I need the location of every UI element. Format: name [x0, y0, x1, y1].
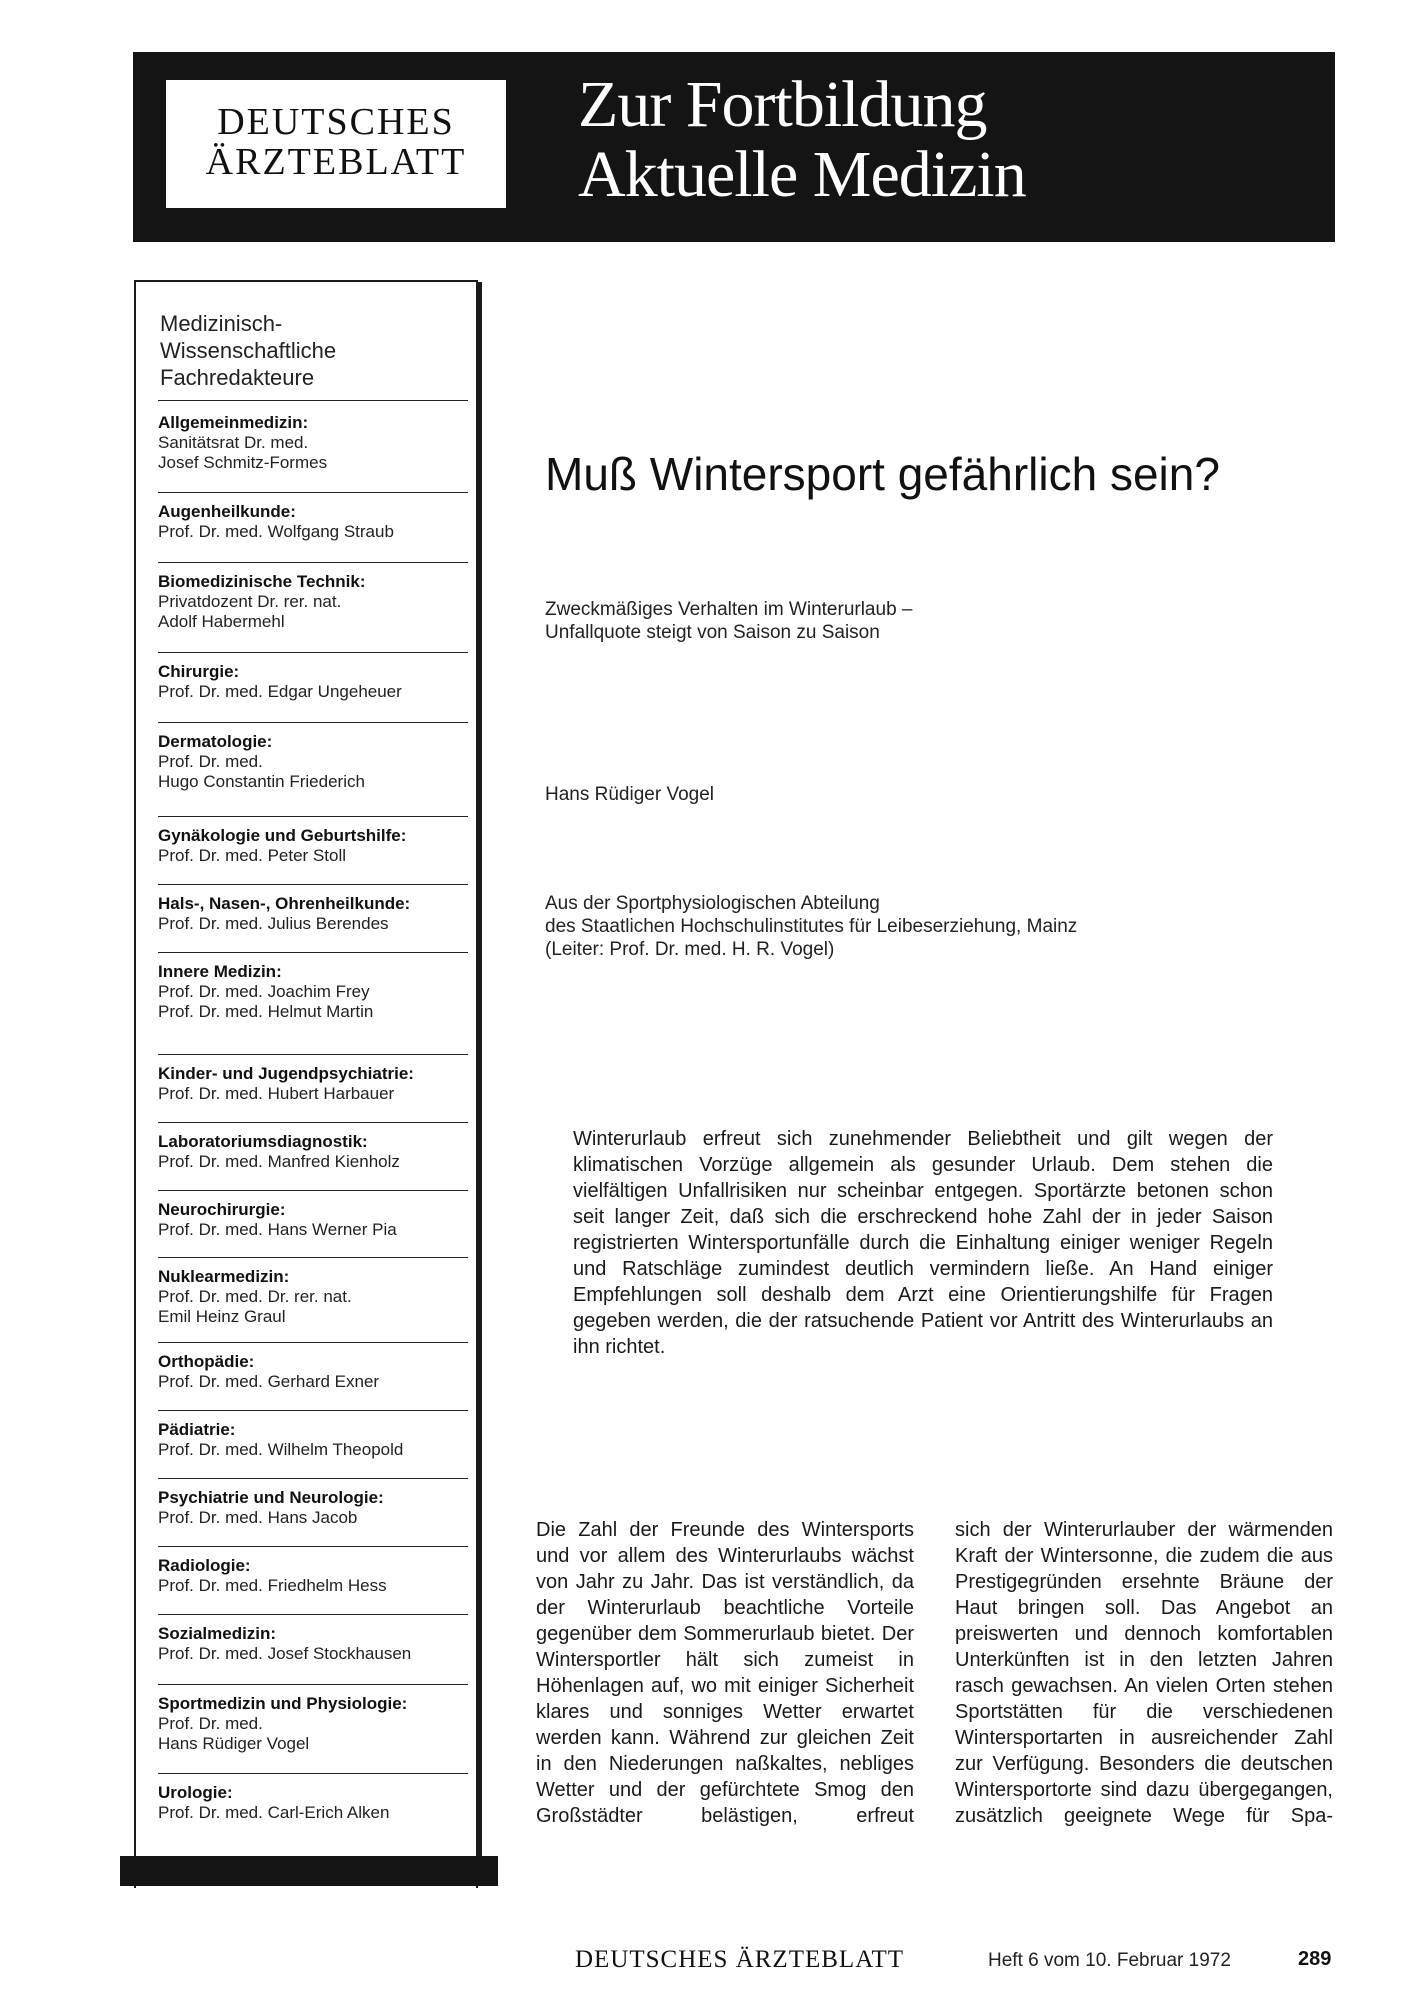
sidebar-section	[158, 732, 468, 792]
sidebar-section-names: Prof. Dr. med. Edgar Ungeheuer	[158, 682, 402, 701]
section-title-line-2: Aktuelle Medizin	[578, 138, 1026, 211]
sidebar-section	[158, 962, 468, 1022]
sidebar-section-names: Sanitätsrat Dr. med. Josef Schmitz-Formes	[158, 433, 328, 472]
sidebar-section-heading: Nuklearmedizin:	[158, 1267, 290, 1286]
sidebar-section-heading: Augenheilkunde:	[158, 502, 296, 521]
body-column-left: Die Zahl der Freunde des Wintersports und vor allem des Winterurlaubs wächst von Jahr zu Jahr. Das ist verständlich, da der Winterurlaub beachtliche Vorteile gegenüber dem Sommerurlaub bietet. Der Wintersportler hält sich zumeist in Höhenlagen auf, wo mit einiger Sicherheit klares und sonniges Wetter erwartet werden kann. Während zur gleichen Zeit in den Niederungen naßkaltes, nebliges Wetter und der gefürchtete Smog den Großstädter belästigen, erfreut	[536, 1519, 914, 1827]
sidebar-section	[158, 1556, 468, 1596]
article-title: Muß Wintersport gefährlich sein?	[545, 448, 1220, 500]
sidebar-divider	[158, 492, 468, 493]
sidebar-divider	[158, 816, 468, 817]
sidebar-section-names: Prof. Dr. med. Joachim Frey Prof. Dr. med. Helmut Martin	[158, 982, 374, 1021]
sidebar-section	[158, 894, 468, 934]
sidebar-divider	[158, 1410, 468, 1411]
sidebar-section-names: Prof. Dr. med. Wolfgang Straub	[158, 522, 394, 541]
sidebar-section-names: Prof. Dr. med. Manfred Kienholz	[158, 1152, 400, 1171]
sidebar-section-heading: Biomedizinische Technik:	[158, 572, 366, 591]
sidebar-section	[158, 1352, 468, 1392]
sidebar-section-heading: Kinder- und Jugendpsychiatrie:	[158, 1064, 414, 1083]
sidebar-section-names: Prof. Dr. med. Josef Stockhausen	[158, 1644, 412, 1663]
sidebar-divider	[158, 1478, 468, 1479]
sidebar-section-heading: Hals-, Nasen-, Ohrenheilkunde:	[158, 894, 411, 913]
sidebar-section	[158, 572, 468, 632]
sidebar-section-names: Prof. Dr. med. Hans Jacob	[158, 1508, 358, 1527]
footer-issue: Heft 6 vom 10. Februar 1972	[988, 1950, 1231, 1971]
sidebar-section	[158, 826, 468, 866]
sidebar-section-heading: Dermatologie:	[158, 732, 273, 751]
sidebar-section-names: Prof. Dr. med. Hugo Constantin Friederich	[158, 752, 365, 791]
footer-journal-name: DEUTSCHES ÄRZTEBLATT	[575, 1946, 905, 1973]
logo-line-1: DEUTSCHES	[217, 101, 455, 143]
sidebar-section-heading: Gynäkologie und Geburtshilfe:	[158, 826, 407, 845]
sidebar-divider	[158, 722, 468, 723]
sidebar-section-heading: Pädiatrie:	[158, 1420, 236, 1439]
sidebar-divider	[158, 1684, 468, 1685]
sidebar-section-names: Prof. Dr. med. Wilhelm Theopold	[158, 1440, 404, 1459]
sidebar-base-bar	[120, 1856, 498, 1886]
sidebar-section-heading: Laboratoriumsdiagnostik:	[158, 1132, 368, 1151]
sidebar-divider	[158, 1257, 468, 1258]
sidebar-section-names: Privatdozent Dr. rer. nat. Adolf Habermehl	[158, 592, 342, 631]
sidebar-section	[158, 1694, 468, 1754]
sidebar-section	[158, 1132, 468, 1172]
sidebar-divider	[158, 1054, 468, 1055]
sidebar-section-heading: Sportmedizin und Physiologie:	[158, 1694, 408, 1713]
sidebar-section-heading: Psychiatrie und Neurologie:	[158, 1488, 384, 1507]
sidebar-section-heading: Radiologie:	[158, 1556, 251, 1575]
editors-sidebar	[134, 280, 478, 1888]
sidebar-section-heading: Neurochirurgie:	[158, 1200, 286, 1219]
article-affiliation: Aus der Sportphysiologischen Abteilung des Staatlichen Hochschulinstitutes für Leibeserziehung, Mainz (Leiter: Prof. Dr. med. H. R. Vogel)	[545, 893, 1078, 960]
sidebar-divider	[158, 400, 468, 401]
article-abstract: Winterurlaub erfreut sich zunehmender Beliebtheit und gilt wegen der klimatischen Vorzüge allgemein als gesunder Urlaub. Dem stehen die vielfältigen Unfallrisiken nur scheinbar entgegen. Sportärzte betonen schon seit langer Zeit, daß sich die erschreckend hohe Zahl der in jeder Saison registrierten Wintersportunfälle durch die Einhaltung einiger weniger Regeln und Ratschläge zumindest deutlich vermindern ließe. An Hand einiger Empfehlungen soll deshalb dem Arzt eine Orientierungshilfe für Fragen gegeben werden, die der ratsuchende Patient vor Antritt des Winterurlaubs an ihn richtet.	[573, 1128, 1273, 1358]
body-column-right: sich der Winterurlauber der wärmenden Kraft der Wintersonne, die zudem die aus Prestigegründen ersehnte Bräune der Haut bringen soll. Das Angebot an preiswerten und dennoch komfortablen Unterkünften ist in den letzten Jahren rasch gewachsen. An vielen Orten stehen Sportstätten für die verschiedenen Wintersportarten in ausreichender Zahl zur Verfügung. Besonders die deutschen Wintersportorte sind dazu übergegangen, zusätzlich geeignete Wege für Spa-	[955, 1519, 1333, 1827]
sidebar-divider	[158, 1546, 468, 1547]
sidebar-section-names: Prof. Dr. med. Dr. rer. nat. Emil Heinz Graul	[158, 1287, 352, 1326]
sidebar-section	[158, 413, 468, 473]
journal-logo	[166, 80, 506, 208]
sidebar-section-names: Prof. Dr. med. Gerhard Exner	[158, 1372, 380, 1391]
sidebar-divider	[158, 1773, 468, 1774]
sidebar-divider	[158, 562, 468, 563]
sidebar-section	[158, 1200, 468, 1240]
sidebar-divider	[158, 1122, 468, 1123]
article-author: Hans Rüdiger Vogel	[545, 784, 714, 805]
sidebar-section-heading: Sozialmedizin:	[158, 1624, 277, 1643]
sidebar-divider	[158, 1342, 468, 1343]
sidebar-section	[158, 1064, 468, 1104]
section-title-line-1: Zur Fortbildung	[578, 68, 987, 141]
sidebar-divider	[158, 1190, 468, 1191]
article-subtitle: Zweckmäßiges Verhalten im Winterurlaub – Unfallquote steigt von Saison zu Saison	[545, 599, 913, 643]
sidebar-section-heading: Innere Medizin:	[158, 962, 282, 981]
sidebar-divider	[158, 652, 468, 653]
logo-line-2: ÄRZTEBLATT	[205, 141, 467, 183]
sidebar-section	[158, 1420, 468, 1460]
sidebar-divider	[158, 884, 468, 885]
sidebar-title: Medizinisch- Wissenschaftliche Fachredakteure	[160, 311, 337, 390]
sidebar-divider	[158, 952, 468, 953]
sidebar-section-heading: Urologie:	[158, 1783, 233, 1802]
sidebar-section-names: Prof. Dr. med. Carl-Erich Alken	[158, 1803, 390, 1822]
sidebar-section	[158, 1783, 468, 1823]
sidebar-section-names: Prof. Dr. med. Hubert Harbauer	[158, 1084, 395, 1103]
sidebar-section-names: Prof. Dr. med. Peter Stoll	[158, 846, 347, 865]
sidebar-section	[158, 1624, 468, 1664]
sidebar-section	[158, 502, 468, 542]
sidebar-section	[158, 662, 468, 702]
sidebar-section-names: Prof. Dr. med. Hans Werner Pia	[158, 1220, 397, 1239]
page-number: 289	[1298, 1948, 1332, 1970]
sidebar-section-names: Prof. Dr. med. Friedhelm Hess	[158, 1576, 387, 1595]
section-title	[578, 70, 1026, 210]
sidebar-section	[158, 1267, 468, 1327]
sidebar-section-names: Prof. Dr. med. Hans Rüdiger Vogel	[158, 1714, 310, 1753]
sidebar-section-names: Prof. Dr. med. Julius Berendes	[158, 914, 389, 933]
sidebar-section-heading: Allgemeinmedizin:	[158, 413, 309, 432]
sidebar-section-heading: Chirurgie:	[158, 662, 240, 681]
sidebar-divider	[158, 1614, 468, 1615]
sidebar-section-heading: Orthopädie:	[158, 1352, 255, 1371]
sidebar-section	[158, 1488, 468, 1528]
